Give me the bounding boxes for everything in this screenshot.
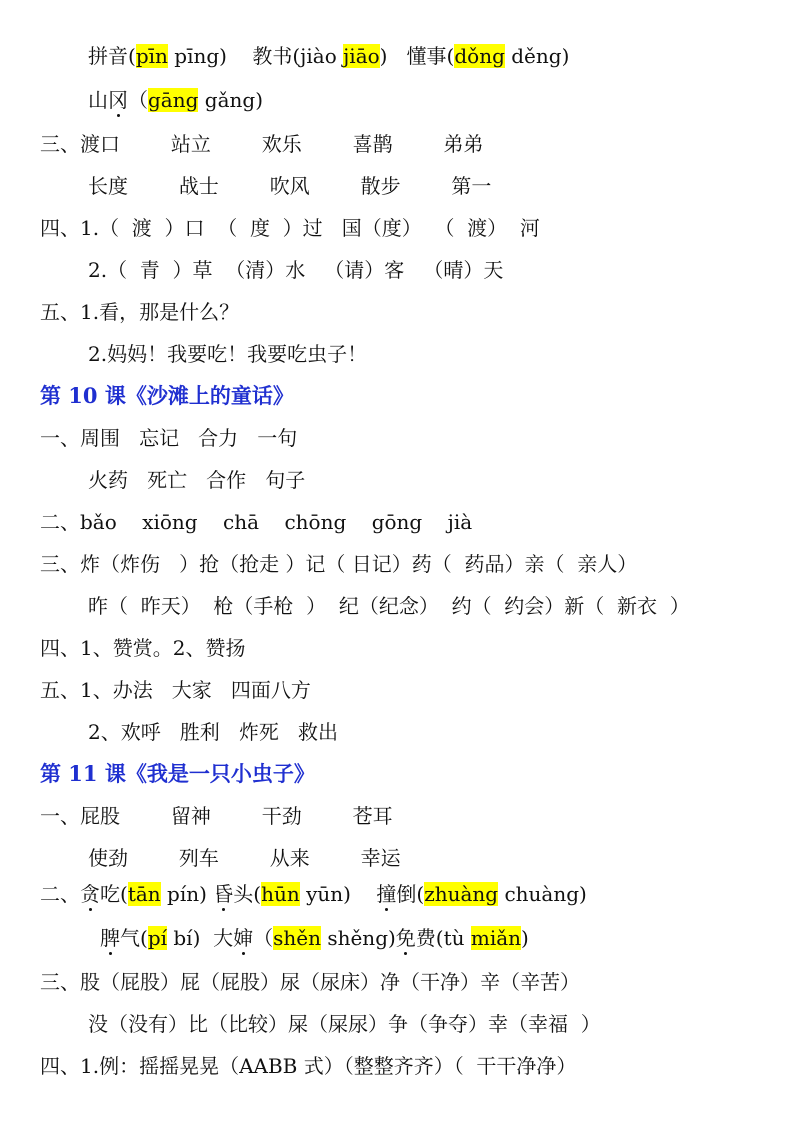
answer-line (40, 802, 393, 830)
answer-line (88, 844, 401, 872)
line-text: chuàng) (498, 882, 587, 906)
line-text: （ (128, 88, 148, 112)
answer-line (88, 1010, 601, 1038)
answer-line (88, 718, 338, 746)
lesson-heading (40, 760, 315, 788)
answer-line (100, 924, 529, 952)
line-text: 四、1.（ 渡 ）口 （ 度 ）过 国（度） （ 渡） 河 (40, 216, 540, 240)
answer-line (88, 340, 367, 368)
line-text: pīng) 教书(jiào (167, 44, 344, 68)
line-text: 费(tù (415, 926, 471, 950)
highlighted-answer: zhuàng (424, 882, 499, 906)
line-text: 昨（ 昨天） 枪（手枪 ） 纪（纪念） 约（ 约会）新（ 新衣 ） (88, 594, 690, 618)
line-text: 第 11 课《我是一只小虫子》 (40, 761, 315, 786)
answer-line (40, 130, 483, 158)
highlighted-answer: jiāo (343, 44, 380, 68)
line-text: 使劲 列车 从来 幸运 (88, 846, 401, 870)
dotted-char: 贪 (80, 882, 100, 906)
line-text: 2.（ 青 ）草 （清）水 （请）客 （晴）天 (88, 258, 504, 282)
answer-line (40, 634, 245, 662)
answer-line (40, 968, 580, 996)
answer-line (88, 466, 305, 494)
highlighted-answer: shěn (273, 926, 321, 950)
line-text: 头( (233, 882, 262, 906)
highlighted-answer: dǒng (454, 44, 505, 68)
line-text: 二、bǎo xiōng chā chōng gōng jià (40, 510, 473, 534)
line-text: pín) (160, 882, 214, 906)
line-text: （ (253, 926, 274, 950)
dotted-char: 免 (395, 926, 416, 950)
highlighted-answer: pīn (135, 44, 168, 68)
answer-line (88, 42, 569, 70)
line-text: 一、周围 忘记 合力 一句 (40, 426, 298, 450)
line-text: děng) (504, 44, 570, 68)
line-text: 五、1、办法 大家 四面八方 (40, 678, 311, 702)
answer-line (40, 214, 540, 242)
answer-line (88, 172, 491, 200)
line-text: 拼音( (88, 44, 136, 68)
line-text: bí) 大 (167, 926, 234, 950)
lesson-heading (40, 382, 294, 410)
line-text: 三、渡口 站立 欢乐 喜鹊 弟弟 (40, 132, 484, 156)
line-text: 三、股（屁股）屁（屁股）尿（尿床）净（干净）辛（辛苦） (40, 970, 580, 994)
dotted-char: 冈 (108, 88, 128, 112)
answer-line (40, 424, 297, 452)
line-text: 2、欢呼 胜利 炸死 救出 (88, 720, 338, 744)
line-text: 四、1.例：摇摇晃晃（AABB 式）（整整齐齐）（ 干干净净） (40, 1054, 577, 1078)
dotted-char: 昏 (213, 882, 234, 906)
line-text: 气( (120, 926, 148, 950)
line-text: 第 10 课《沙滩上的童话》 (40, 383, 294, 408)
answer-line (88, 86, 263, 114)
line-text: 吃( (100, 882, 128, 906)
line-text: 倒( (396, 882, 425, 906)
highlighted-answer: pí (147, 926, 168, 950)
answer-line (88, 592, 690, 620)
dotted-char: 撞 (376, 882, 397, 906)
line-text: 三、炸（炸伤 ）抢（抢走 ）记（ 日记）药（ 药品）亲（ 亲人） (40, 552, 638, 576)
answer-line (40, 880, 587, 908)
line-text: shěng) (320, 926, 396, 950)
dotted-char: 脾 (100, 926, 120, 950)
line-text: ) (521, 926, 529, 950)
line-text: 四、1、赞赏。2、赞扬 (40, 636, 246, 660)
answer-line (40, 298, 239, 326)
answer-line (40, 508, 472, 536)
answer-line (40, 1052, 576, 1080)
line-text: 2.妈妈！我要吃！我要吃虫子！ (88, 342, 368, 366)
line-text: 二、 (40, 882, 80, 906)
line-text: 没（没有）比（比较）屎（屎尿）争（争夺）幸（幸福 ） (88, 1012, 601, 1036)
highlighted-answer: gāng (148, 88, 199, 112)
answer-line (40, 550, 637, 578)
dotted-char: 婶 (233, 926, 254, 950)
line-text: 一、屁股 留神 干劲 苍耳 (40, 804, 393, 828)
line-text: 火药 死亡 合作 句子 (88, 468, 306, 492)
line-text: 长度 战士 吹风 散步 第一 (88, 174, 492, 198)
highlighted-answer: tān (127, 882, 161, 906)
line-text: 五、1.看，那是什么？ (40, 300, 240, 324)
line-text: yūn) (299, 882, 377, 906)
highlighted-answer: hūn (261, 882, 300, 906)
highlighted-answer: miǎn (470, 926, 522, 950)
line-text: 山 (88, 88, 108, 112)
line-text: gǎng) (198, 88, 263, 112)
answer-line (40, 676, 311, 704)
answer-line (88, 256, 503, 284)
line-text: ) 懂事( (379, 44, 455, 68)
